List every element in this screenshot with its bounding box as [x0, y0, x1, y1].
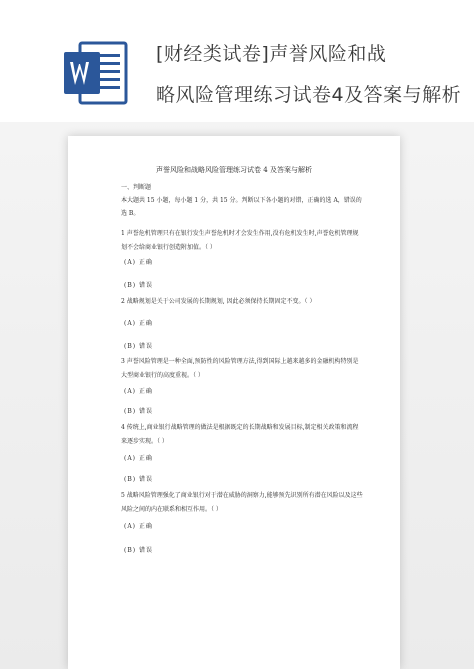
document-heading: 声誉风险和战略风险管理练习试卷 4 及答案与解析 [156, 166, 312, 174]
question-2-option-a: (A) 正确 [124, 320, 153, 327]
question-1: 1 声誉危机管理只有在银行发生声誉危机时才会发生作用,没有危机发生时,声誉危机管理规划不会给商业银行创造附加值。（ ） [121, 230, 359, 251]
question-3-option-b: (B) 错误 [124, 408, 153, 415]
question-3: 3 声誉风险管理是一种全面,预防性的风险管理方法,得到国际上越来越多的金融机构特别是大型商业银行的高度重视。（ ） [121, 358, 359, 379]
page-title [156, 34, 466, 116]
title-line-1: [财经类试卷]声誉风险和战 [156, 43, 387, 65]
title-line-2: 略风险管理练习试卷4及答案与解析 [156, 84, 462, 106]
question-4: 4 传统上,商业银行战略管理的做法是根据既定的长期战略和发展目标,制定相关政策和流程来逐步实现。（ ） [121, 424, 359, 445]
section-title: 一、判断题 [121, 184, 152, 191]
question-1-option-b: (B) 错误 [124, 282, 153, 289]
question-1-option-a: (A) 正确 [124, 259, 153, 266]
question-5-option-b: (B) 错误 [124, 547, 153, 554]
question-2-option-b: (B) 错误 [124, 343, 153, 350]
word-icon [62, 40, 128, 106]
question-5-option-a: (A) 正确 [124, 523, 153, 530]
question-4-option-a: (A) 正确 [124, 455, 153, 462]
question-2: 2 战略规划是关于公司发展的长期规划, 因此必须保持长期固定不变。（ ） [121, 298, 316, 305]
question-5: 5 战略风险管理强化了商业银行对于潜在威胁的洞察力,能够预先识别所有潜在风险以及这些风险之间的内在联系和相互作用。（ ） [121, 492, 363, 513]
instructions: 本大题共 15 小题，每小题 1 分，共 15 分。判断以下各小题的对错，正确的选 A，错误的选 B。 [121, 197, 362, 217]
question-4-option-b: (B) 错误 [124, 476, 153, 483]
document-page [68, 136, 400, 669]
question-3-option-a: (A) 正确 [124, 388, 153, 395]
